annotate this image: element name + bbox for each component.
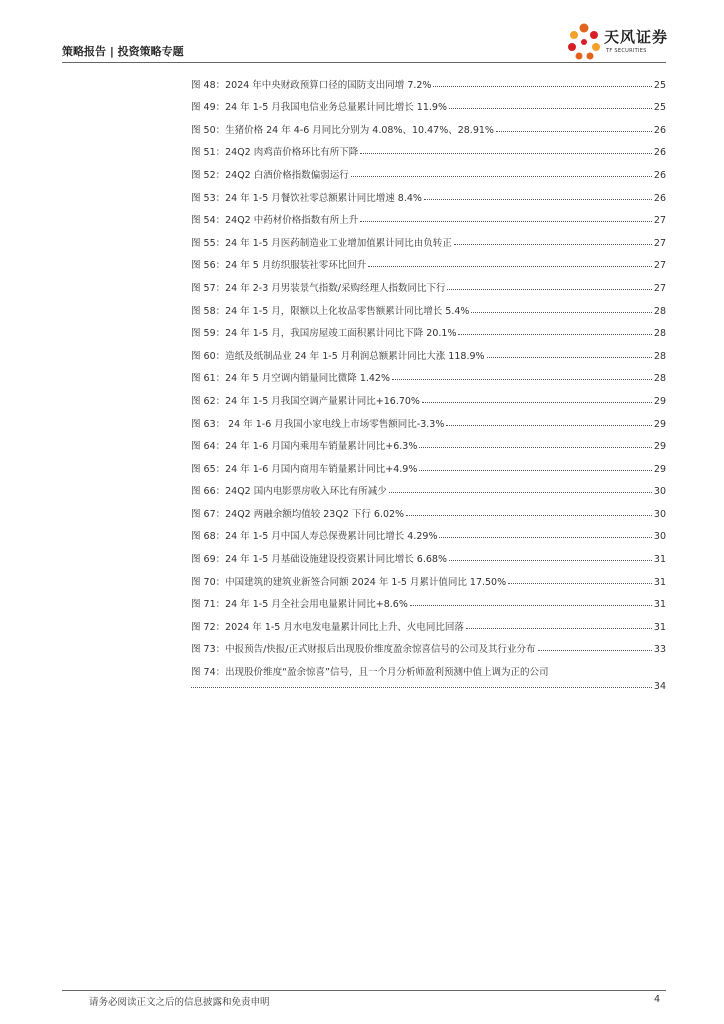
toc-dot-leader	[351, 176, 652, 177]
toc-dot-leader	[487, 357, 652, 358]
toc-entry[interactable]	[191, 588, 666, 611]
toc-entry[interactable]	[191, 497, 666, 520]
toc-entry[interactable]	[191, 136, 666, 159]
toc-entry-page: 29	[653, 418, 666, 430]
figure-index-list	[191, 68, 666, 692]
toc-entry-label: 图 56：24 年 5 月纺织服装社零环比回升	[191, 260, 367, 272]
toc-entry[interactable]	[191, 407, 666, 430]
toc-entry-page: 26	[653, 147, 666, 159]
toc-dot-leader	[410, 605, 652, 606]
toc-entry-page: 31	[653, 576, 666, 588]
toc-entry-label: 图 59：24 年 1-5 月，我国房屋竣工面积累计同比下降 20.1%	[191, 328, 457, 340]
toc-dot-leader	[447, 289, 651, 290]
toc-entry-label: 图 68：24 年 1-5 月中国人寿总保费累计同比增长 4.29%	[191, 531, 438, 543]
toc-entry-page: 25	[653, 79, 666, 91]
toc-dot-leader	[466, 628, 652, 629]
toc-entry[interactable]	[191, 430, 666, 453]
toc-entry[interactable]	[191, 68, 666, 91]
toc-entry-page: 27	[653, 282, 666, 294]
logo-mark-icon	[566, 22, 602, 62]
report-header-title: 策略报告 | 投资策略专题	[62, 45, 184, 58]
toc-dot-leader	[406, 515, 652, 516]
toc-dot-leader	[458, 334, 651, 335]
toc-entry-label: 图 65：24 年 1-6 月国内商用车销量累计同比+4.9%	[191, 463, 418, 475]
toc-dot-leader	[360, 221, 652, 222]
toc-entry-label: 图 60：造纸及纸制品业 24 年 1-5 月利润总额累计同比大涨 118.9%	[191, 350, 485, 362]
logo-english-text: TF SECURITIES	[606, 48, 647, 54]
toc-entry[interactable]	[191, 475, 666, 498]
toc-dot-leader	[449, 108, 652, 109]
toc-entry-page: 25	[653, 102, 666, 114]
toc-entry[interactable]	[191, 655, 666, 692]
toc-entry[interactable]	[191, 91, 666, 114]
toc-entry-label: 图 67：24Q2 两融余额均值较 23Q2 下行 6.02%	[191, 508, 405, 520]
toc-entry-page: 31	[653, 599, 666, 611]
toc-entry-label: 图 52：24Q2 白酒价格指数偏弱运行	[191, 169, 349, 181]
toc-entry-page: 29	[653, 441, 666, 453]
toc-entry-page: 31	[653, 621, 666, 633]
toc-entry[interactable]	[191, 181, 666, 204]
footer-disclaimer: 请务必阅读正文之后的信息披露和免责申明	[89, 997, 270, 1008]
toc-entry-label: 图 64：24 年 1-6 月国内乘用车销量累计同比+6.3%	[191, 441, 418, 453]
toc-entry-label: 图 50：生猪价格 24 年 4-6 月同比分别为 4.08%、10.47%、28.91%	[191, 124, 494, 136]
header-divider	[62, 62, 666, 63]
toc-entry-page: 26	[653, 192, 666, 204]
toc-entry-page: 27	[653, 237, 666, 249]
toc-entry-page: 33	[653, 644, 666, 656]
toc-entry-label: 图 69：24 年 1-5 月基础设施建设投资累计同比增长 6.68%	[191, 554, 447, 566]
toc-entry[interactable]	[191, 249, 666, 272]
toc-dot-leader	[454, 244, 652, 245]
footer-divider	[62, 990, 666, 991]
toc-entry-page: 28	[653, 328, 666, 340]
logo-chinese-text: 天风证券	[604, 28, 669, 46]
toc-entry-page: 26	[653, 124, 666, 136]
toc-dot-leader	[389, 492, 652, 493]
toc-entry-label: 图 55：24 年 1-5 月医药制造业工业增加值累计同比由负转正	[191, 237, 452, 249]
toc-entry-page: 28	[653, 373, 666, 385]
toc-entry[interactable]	[191, 271, 666, 294]
toc-entry-label: 图 51：24Q2 肉鸡苗价格环比有所下降	[191, 147, 359, 159]
toc-entry[interactable]	[191, 362, 666, 385]
toc-dot-leader	[424, 199, 652, 200]
page-number: 4	[654, 994, 661, 1005]
toc-dot-leader	[439, 537, 651, 538]
toc-entry[interactable]	[191, 339, 666, 362]
toc-entry[interactable]	[191, 113, 666, 136]
toc-entry-page: 29	[653, 395, 666, 407]
toc-dot-leader	[538, 650, 652, 651]
toc-entry-label: 图 71：24 年 1-5 月全社会用电量累计同比+8.6%	[191, 599, 408, 611]
toc-dot-leader	[392, 379, 652, 380]
toc-dot-leader	[419, 447, 652, 448]
toc-entry[interactable]	[191, 204, 666, 227]
toc-entry-page: 34	[653, 681, 666, 693]
toc-dot-leader	[419, 470, 652, 471]
toc-entry-label: 图 73：中报预告/快报/正式财报后出现股价维度盈余惊喜信号的公司及其行业分布	[191, 644, 536, 656]
toc-entry-page: 28	[653, 350, 666, 362]
toc-entry-label: 图 53：24 年 1-5 月餐饮社零总额累计同比增速 8.4%	[191, 192, 422, 204]
toc-dot-leader	[471, 312, 651, 313]
toc-entry-label: 图 70：中国建筑的建筑业新签合同额 2024 年 1-5 月累计值同比 17.50%	[191, 576, 507, 588]
toc-dot-leader	[368, 266, 652, 267]
toc-entry-page: 30	[653, 508, 666, 520]
toc-entry-label: 图 72：2024 年 1-5 月水电发电量累计同比上升、火电同比回落	[191, 621, 464, 633]
toc-entry[interactable]	[191, 384, 666, 407]
toc-entry-page: 31	[653, 554, 666, 566]
toc-dot-leader	[433, 86, 651, 87]
toc-entry[interactable]	[191, 452, 666, 475]
toc-entry-label: 图 48：2024 年中央财政预算口径的国防支出同增 7.2%	[191, 79, 432, 91]
toc-entry[interactable]	[191, 542, 666, 565]
toc-entry-label: 图 57：24 年 2-3 月男装景气指数/采购经理人指数同比下行	[191, 282, 446, 294]
toc-dot-leader	[360, 153, 652, 154]
toc-entry-label: 图 54：24Q2 中药材价格指数有所上升	[191, 215, 359, 227]
toc-entry-label: 图 66：24Q2 国内电影票房收入环比有所减少	[191, 486, 387, 498]
toc-dot-leader	[446, 425, 652, 426]
toc-entry[interactable]	[191, 610, 666, 633]
toc-entry[interactable]	[191, 317, 666, 340]
toc-entry-page: 28	[653, 305, 666, 317]
toc-dot-leader	[508, 583, 652, 584]
toc-entry-label: 图 63： 24 年 1-6 月我国小家电线上市场零售额同比-3.3%	[191, 418, 445, 430]
toc-entry-label: 图 61：24 年 5 月空调内销量同比微降 1.42%	[191, 373, 390, 385]
toc-dot-leader	[191, 687, 652, 688]
toc-entry-page: 29	[653, 463, 666, 475]
company-logo	[566, 22, 670, 62]
toc-entry-page: 27	[653, 215, 666, 227]
toc-entry[interactable]	[191, 226, 666, 249]
toc-entry-page: 30	[653, 531, 666, 543]
toc-dot-leader	[422, 402, 652, 403]
toc-entry-page: 26	[653, 169, 666, 181]
toc-entry[interactable]	[191, 565, 666, 588]
toc-entry[interactable]	[191, 633, 666, 656]
toc-entry-label: 图 74：出现股价维度“盈余惊喜”信号，且一个月分析师盈利预测中值上调为正的公司	[191, 667, 549, 679]
toc-entry[interactable]	[191, 158, 666, 181]
toc-entry[interactable]	[191, 294, 666, 317]
toc-dot-leader	[496, 131, 652, 132]
toc-entry-label: 图 58：24 年 1-5 月，限额以上化妆品零售额累计同比增长 5.4%	[191, 305, 470, 317]
toc-dot-leader	[449, 560, 652, 561]
toc-entry-page: 27	[653, 260, 666, 272]
toc-entry-label: 图 62：24 年 1-5 月我国空调产量累计同比+16.70%	[191, 395, 420, 407]
toc-entry-label: 图 49：24 年 1-5 月我国电信业务总量累计同比增长 11.9%	[191, 102, 447, 114]
toc-entry-page: 30	[653, 486, 666, 498]
toc-entry[interactable]	[191, 520, 666, 543]
